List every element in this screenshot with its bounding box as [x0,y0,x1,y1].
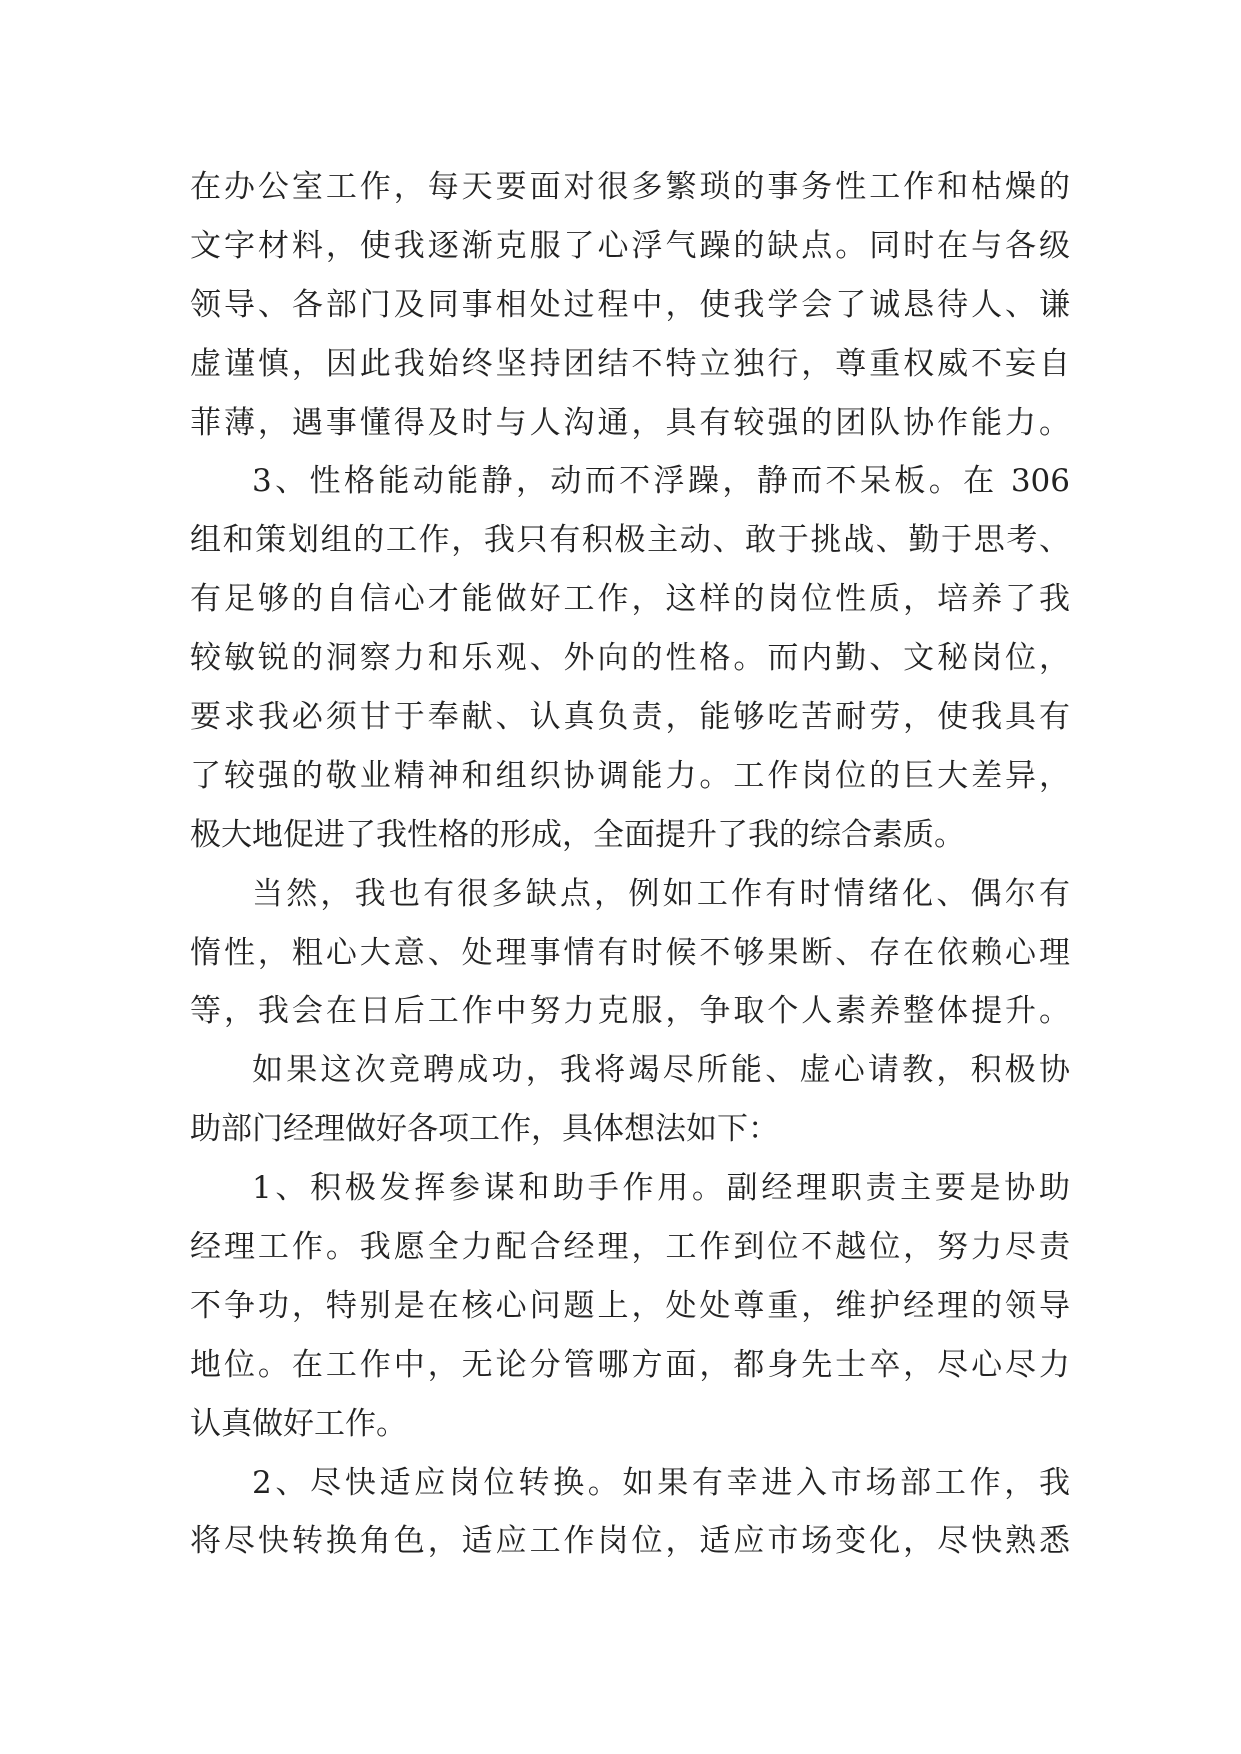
text-line: 领导、各部门及同事相处过程中，使我学会了诚恳待人、谦 [190,286,1070,323]
text-line: 助部门经理做好各项工作，具体想法如下： [190,1111,779,1148]
text-line: 有足够的自信心才能做好工作，这样的岗位性质，培养了我 [190,581,1070,618]
text-line: 较敏锐的洞察力和乐观、外向的性格。而内勤、文秘岗位， [190,640,1070,677]
text-line: 文字材料，使我逐渐克服了心浮气躁的缺点。同时在与各级 [190,227,1070,264]
text-line: 当然，我也有很多缺点，例如工作有时情绪化、偶尔有 [252,875,1070,912]
text-line: 如果这次竞聘成功，我将竭尽所能、虚心请教，积极协 [252,1052,1070,1089]
document-body [190,158,1070,1571]
text-line: 极大地促进了我性格的形成，全面提升了我的综合素质。 [190,816,965,853]
text-line: 惰性，粗心大意、处理事情有时候不够果断、存在依赖心理 [190,934,1070,971]
text-line: 3、性格能动能静，动而不浮躁，静而不呆板。在 306 [252,463,1070,500]
text-line: 等，我会在日后工作中努力克服，争取个人素养整体提升。 [190,993,1070,1030]
text-line: 要求我必须甘于奉献、认真负责，能够吃苦耐劳，使我具有 [190,699,1070,736]
text-line: 不争功，特别是在核心问题上，处处尊重，维护经理的领导 [190,1287,1070,1324]
text-line: 组和策划组的工作，我只有积极主动、敢于挑战、勤于思考、 [190,522,1070,559]
text-line: 虚谨慎，因此我始终坚持团结不特立独行，尊重权威不妄自 [190,345,1070,382]
text-line: 认真做好工作。 [190,1405,407,1442]
text-line: 地位。在工作中，无论分管哪方面，都身先士卒，尽心尽力 [190,1346,1070,1383]
text-line: 将尽快转换角色，适应工作岗位，适应市场变化，尽快熟悉 [190,1523,1070,1560]
text-line: 经理工作。我愿全力配合经理，工作到位不越位，努力尽责 [190,1229,1070,1266]
text-line: 在办公室工作，每天要面对很多繁琐的事务性工作和枯燥的 [190,169,1070,205]
text-line: 1、积极发挥参谋和助手作用。副经理职责主要是协助 [252,1170,1070,1207]
text-line: 了较强的敬业精神和组织协调能力。工作岗位的巨大差异， [190,757,1070,794]
text-line: 菲薄，遇事懂得及时与人沟通，具有较强的团队协作能力。 [190,404,1070,441]
text-line: 2、尽快适应岗位转换。如果有幸进入市场部工作，我 [252,1464,1070,1501]
